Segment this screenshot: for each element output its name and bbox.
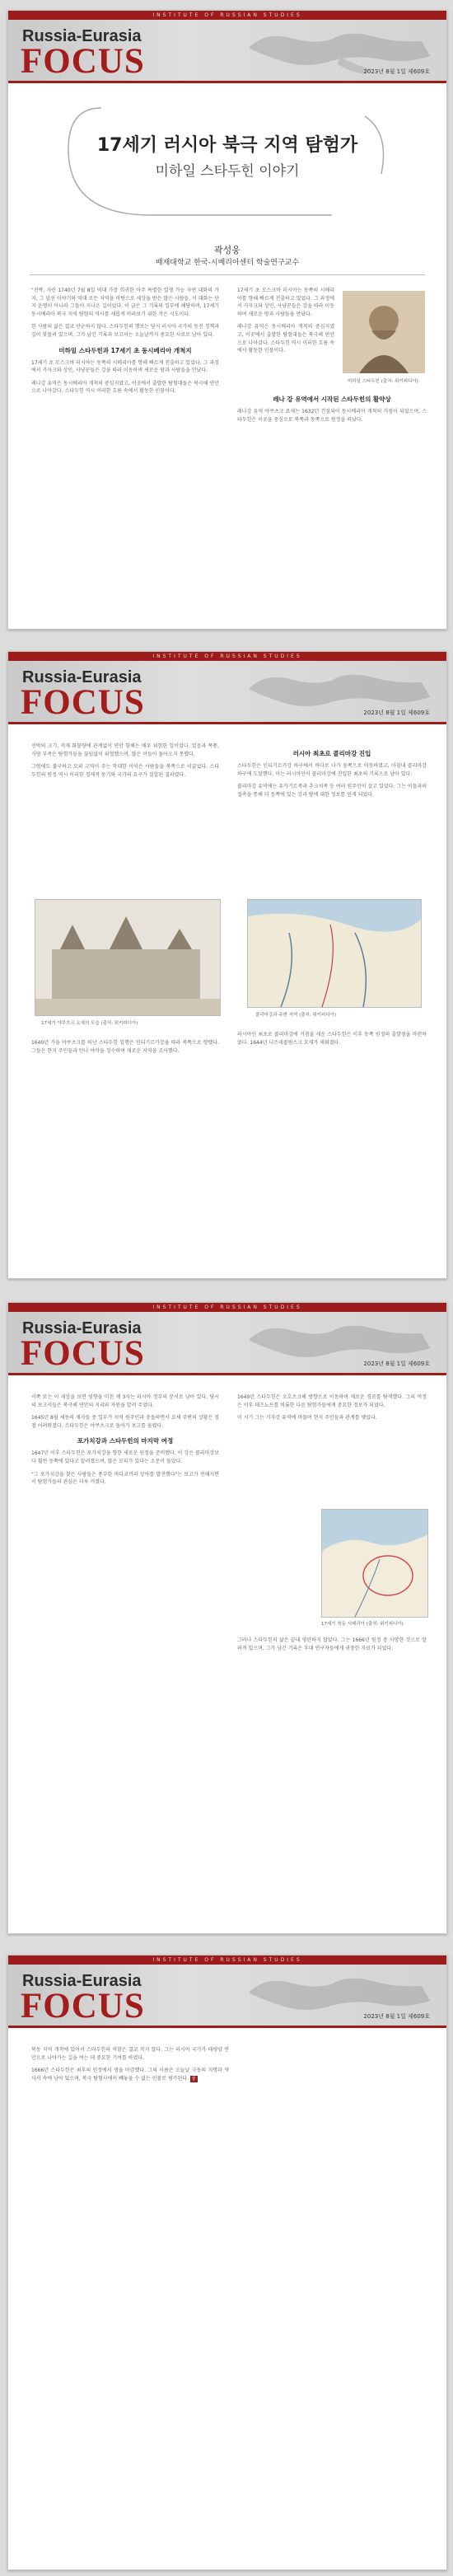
masthead — [8, 20, 446, 81]
brand-name-focus: FOCUS — [21, 1987, 145, 2026]
paragraph: 17세기 초 모스크바 러시아는 동쪽의 시베리아를 향해 빠르게 진출하고 있었다. 그 과정에서 카자크와 상인, 사냥꾼들은 강을 따라 이동하며 새로운 땅과 사람들을 만났다. — [237, 288, 334, 317]
paragraph: 1645년 8월 세동의 재자들 중 일부가 지역 원주민과 충돌하면서 요새 주변의 상황은 점점 어려워졌다. 스타두힌은 야쿠츠크로 돌아가 보고를 올렸다. — [31, 1415, 219, 1429]
paragraph: "그 포가치강을 찾은 사람들은 풍부한 바다코끼리 상아를 발견했다"는 보고가 전해지면서 탐험가들의 관심은 더욱 커졌다. — [31, 1471, 219, 1486]
page2-column-left — [31, 742, 219, 784]
page1-column-left — [31, 287, 219, 400]
paragraph: 1640년 가을 야쿠츠크를 떠난 스타두힌 일행은 인디기르카강을 따라 북쪽으로 향했다. 그들은 현지 주민들과 만나 야삭을 징수하며 새로운 지역을 조사했다. — [31, 1040, 219, 1054]
masthead — [8, 1312, 446, 1373]
page-3 — [7, 1302, 447, 1934]
end-mark: 끝 — [191, 2076, 196, 2082]
paragraph — [31, 2067, 229, 2082]
map-image — [247, 899, 422, 1008]
issue-date: 2023년 8월 1일 제609호 — [363, 68, 430, 75]
paragraph: 1649년 스타두힌은 오호츠크해 방향으로 이동하며 새로운 경로를 탐색했다. 그의 여정은 이후 데즈뇨프를 비롯한 다른 탐험가들에게 중요한 정보가 되었다. — [237, 1394, 427, 1408]
institute-band: INSTITUTE OF RUSSIAN STUDIES — [8, 1303, 446, 1312]
paragraph: 1647년 이후 스타두힌은 포가치강을 향한 새로운 원정을 준비했다. 이 강은 콜리마강보다 훨씬 동쪽에 있다고 알려졌으며, 많은 모피가 있다는 소문이 돌았다. — [31, 1450, 219, 1464]
divider — [30, 274, 425, 275]
city-engraving-image — [35, 899, 221, 1016]
paragraph: 이 시기 그는 기자강 유역에 머물며 현지 주민들과 관계를 맺었다. — [237, 1415, 377, 1421]
page1-column-right — [237, 287, 334, 360]
paragraph: 레나강 유역은 동시베리아 개척의 중심지였고, 이곳에서 출발한 탐험대들은 북극해 연안으로 나아갔다. 스타두힌 역시 이러한 흐름 속에서 활동한 인물이다. — [237, 324, 334, 354]
masthead — [8, 1965, 446, 2026]
page3-column-left — [31, 1393, 219, 1492]
section-heading: 레나 강 유역에서 시작된 스타두힌의 활약상 — [273, 396, 391, 403]
paragraph: 콜리마강 유역에는 유카기르족과 추크치족 등 여러 원주민이 살고 있었다. 그는 이들과의 접촉을 통해 더 동쪽에 있는 강과 땅에 대한 정보를 얻게 되었다. — [237, 784, 427, 798]
paragraph: 그럼에도 불구하고 모피 교역이 주는 막대한 이익은 사람들을 북쪽으로 이끌었다. 스타두힌의 원정 역시 이러한 경제적 동기와 국가의 요구가 결합된 결과였다. — [31, 764, 219, 778]
paragraph: 레나강 유역 야쿠츠크 요새는 1632년 건설되어 동시베리아 개척의 거점이 되었으며, 스타두힌은 이곳을 중심으로 북쪽과 동쪽으로 원정을 떠났다. — [237, 409, 427, 423]
page3-column-right — [237, 1393, 427, 1427]
paragraph: 레나강 유역은 동시베리아 개척의 중심지였고, 이곳에서 출발한 탐험대들은 북극해 연안으로 나아갔다. 스타두힌 역시 이러한 흐름 속에서 활동한 인물이다. — [31, 380, 219, 395]
engraving-caption: 17세기 야쿠츠크 요새의 모습 (출처: 위키피디아) — [41, 1021, 138, 1026]
brand-name-focus: FOCUS — [21, 683, 145, 722]
page2-column-right — [237, 742, 427, 803]
institute-band: INSTITUTE OF RUSSIAN STUDIES — [8, 1955, 446, 1965]
portrait-caption: 미하일 스타두힌 (출처: 위키피디아) — [348, 379, 418, 384]
paragraph: 선박의 크기, 적재 화물량에 관계없이 연안 항해는 매우 위험한 일이었다. 얼음과 폭풍, 식량 부족은 탐험가들을 끊임없이 위협했으며, 많은 이들이 돌아오지 못했다. — [31, 743, 219, 757]
brand-name-focus: FOCUS — [21, 42, 145, 81]
brand-name-top: Russia-Eurasia — [22, 1972, 142, 1990]
page1-column-right-lower — [237, 388, 427, 429]
author-name: 곽성웅 — [214, 245, 241, 255]
author-affiliation: 배재대학교 한국-시베리아센터 학술연구교수 — [155, 259, 300, 267]
brand-name-top: Russia-Eurasia — [22, 1319, 142, 1337]
brand-name-top: Russia-Eurasia — [22, 27, 142, 45]
issue-date: 2023년 8월 1일 제609호 — [363, 2013, 430, 2020]
paragraph: 17세기 초 모스크바 러시아는 동쪽의 시베리아를 향해 빠르게 진출하고 있었다. 그 과정에서 카자크와 상인, 사냥꾼들은 강을 따라 이동하며 새로운 땅과 사람들을 만났다. — [31, 359, 219, 374]
map-image — [321, 1509, 428, 1618]
page2-column-left-lower — [31, 1039, 219, 1060]
institute-band: INSTITUTE OF RUSSIAN STUDIES — [8, 11, 446, 20]
section-heading: 포가치강과 스타두힌의 마지막 여정 — [77, 1437, 174, 1445]
issue-date: 2023년 8월 1일 제609호 — [363, 710, 430, 716]
section-heading: 미하일 스타두힌과 17세기 초 동시베리아 개척지 — [58, 346, 192, 354]
institute-band: INSTITUTE OF RUSSIAN STUDIES — [8, 652, 446, 661]
page-title: 17세기 러시아 북극 지역 탐험가 — [96, 135, 358, 156]
page4-column-left — [31, 2046, 229, 2087]
page-4 — [7, 1955, 447, 2570]
page-subtitle: 미하일 스타두힌 이야기 — [155, 163, 300, 180]
portrait-image — [343, 291, 425, 373]
paragraph: 그러나 스타두힌의 삶은 끝내 평탄하지 않았다. 그는 1666년 원정 중 사망한 것으로 알려져 있으며, 그가 남긴 기록은 후대 연구자들에게 귀중한 자료가 되었다. — [237, 1637, 427, 1651]
paragraph: "전략, 자산 1740년 7월 8일 역대 가장 희귀한 아주 특별한 일생 가능 자연 대화의 가지, 그 앞선 이야기와 역대 모든 지역을 바탕으로 세상을 받은 많은 사람들, 이 대화는 단지 운명이 아니라 그들이 지나온 길이었다. 이 글은 그 기록의 일부에 해당하며, 17세기 동시베리아 북극 지역 탐험의 역사를 새롭게 바라보기 위한 작은 시도이다. — [31, 288, 219, 317]
page-2 — [7, 651, 447, 1279]
brand-name-top: Russia-Eurasia — [22, 668, 142, 686]
paragraph: 서쪽 또는 이 세상을 보면 영향을 미친 제 3자는 러시아 정부의 문서로 남아 있다. 당시의 보고서들은 북극해 연안의 지리와 자원을 알려 주었다. — [31, 1394, 219, 1408]
brand-name-focus: FOCUS — [21, 1334, 145, 1373]
paragraph-text: 1666년 스타두힌은 최후의 원정에서 생을 마감했다. 그의 이름은 오늘날 극동의 지명과 역사서 속에 남아 있으며, 북극 탐험사에서 빼놓을 수 없는 인물로 평가된다. — [31, 2068, 229, 2082]
paragraph: 러시아인 최초로 콜리마강에 거점을 세운 스타두힌은 이후 동쪽 원정의 출발점을 마련하였다. 1644년 니즈네콜림스크 요새가 세워졌다. — [237, 1032, 427, 1046]
issue-date: 2023년 8월 1일 제609호 — [363, 1361, 430, 1367]
section-heading: 러시아 최초로 콜리마강 진입 — [292, 750, 371, 757]
paragraph: 스타두힌은 인디기르카강 하구에서 바다로 나가 동쪽으로 이동하였고, 마침내 콜리마강 하구에 도달했다. 이는 러시아인이 콜리마강에 진입한 최초의 기록으로 남아 있다. — [237, 763, 427, 777]
map-caption: 17세기 북동 시베리아 (출처: 위키피디아) — [321, 1622, 404, 1627]
paragraph: 북동 지역 개척에 있어서 스타두힌의 역할은 결코 작지 않다. 그는 러시아 국가가 태평양 연안으로 나아가는 길을 여는 데 중요한 기여를 하였다. — [31, 2047, 229, 2061]
page2-column-right-lower — [237, 1031, 427, 1051]
map-caption: 콜리마강과 주변 지역 (출처: 위키피디아) — [255, 1013, 337, 1018]
title-block — [52, 100, 403, 227]
masthead — [8, 661, 446, 722]
paragraph: 한 사람의 삶은 결코 단순하지 않다. 스타두힌의 행보는 당시 러시아 국가의 동진 정책과 깊이 맞물려 있으며, 그가 남긴 기록과 보고서는 오늘날까지 중요한 사료로 남아 있다. — [31, 324, 219, 338]
page-1 — [7, 10, 447, 630]
page3-column-right-lower — [237, 1637, 427, 1657]
